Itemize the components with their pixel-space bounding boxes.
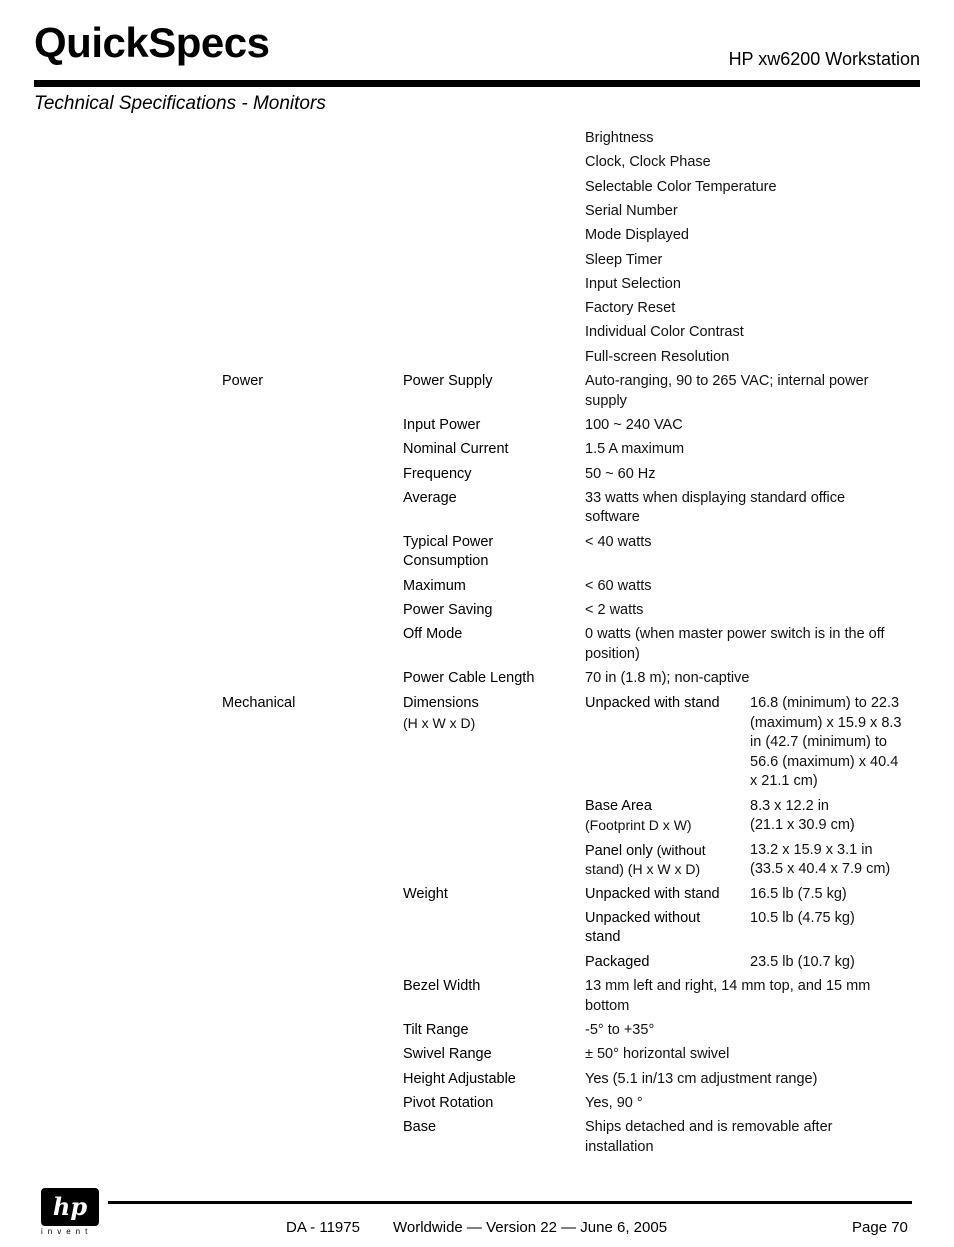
section-subtitle: Technical Specifications - Monitors (34, 93, 326, 114)
category-power: Power (222, 373, 264, 389)
spec-value: 100 ~ 240 VAC (585, 416, 683, 433)
osd-list-item: Full-screen Resolution (585, 348, 730, 365)
spec-label: Pivot Rotation (403, 1094, 494, 1111)
spec-value: < 2 watts (585, 601, 644, 618)
spec-value: Yes (5.1 in/13 cm adjustment range) (585, 1070, 818, 1087)
spec-value: ± 50° horizontal swivel (585, 1046, 730, 1063)
spec-note-dimensions: (H x W x D) (403, 714, 476, 731)
spec-label: Power Saving (403, 601, 493, 618)
spec-label-weight: Weight (403, 885, 448, 902)
header-rule (34, 80, 920, 87)
product-name: HP xw6200 Workstation (728, 49, 920, 69)
spec-label: Tilt Range (403, 1021, 469, 1038)
spec-value: Ships detached and is removable after installation (585, 1119, 833, 1155)
spec-label: Nominal Current (403, 441, 509, 458)
spec-value: 33 watts when displaying standard office software (585, 489, 846, 526)
sub-value: 13.2 x 15.9 x 3.1 in (33.5 x 40.4 x 7.9 cm) (750, 841, 891, 878)
sub-value: 16.8 (minimum) to 22.3 (maximum) x 15.9 x 8.3 in (42.7 (minimum) to 56.6 (maximum) x 40.4 x 21.1 cm) (750, 695, 902, 790)
spec-value: 1.5 A maximum (585, 441, 685, 458)
spec-label: Base (403, 1119, 437, 1136)
spec-value: < 60 watts (585, 577, 652, 594)
spec-value: 13 mm left and right, 14 mm top, and 15 mm bottom (585, 978, 871, 1014)
osd-list-item: Factory Reset (585, 300, 676, 317)
sub-label-note: (without (652, 841, 706, 858)
spec-value: < 40 watts (585, 533, 652, 550)
spec-label: Frequency (403, 465, 472, 482)
spec-label: Bezel Width (403, 978, 481, 994)
osd-list-item: Brightness (585, 130, 654, 146)
spec-label: Power Supply (403, 373, 493, 389)
spec-value: 70 in (1.8 m); non-captive (585, 670, 750, 687)
hp-logo-icon (41, 1188, 99, 1226)
sub-value: 16.5 lb (7.5 kg) (750, 885, 847, 902)
sub-label-text: Panel only (585, 842, 653, 859)
spec-label: Input Power (403, 416, 481, 433)
sub-label: Unpacked with stand (585, 695, 720, 711)
category-mechanical: Mechanical (222, 695, 296, 711)
sub-label: Unpacked without stand (585, 909, 701, 946)
sub-label-note: stand) (H x W x D) (585, 861, 701, 878)
brand-title: QuickSpecs (34, 19, 270, 66)
page-number: Page 70 (852, 1219, 908, 1236)
footer-rule (108, 1201, 912, 1204)
spec-label: Power Cable Length (403, 670, 535, 687)
sub-label: Base Area (585, 797, 652, 814)
spec-label: Typical Power Consumption (403, 533, 494, 570)
osd-list-item: Clock, Clock Phase (585, 154, 711, 171)
sub-label (585, 841, 706, 862)
spec-value: Yes, 90 ° (585, 1094, 643, 1111)
spec-label: Average (403, 489, 457, 506)
osd-list-item: Sleep Timer (585, 251, 663, 268)
spec-label: Off Mode (403, 626, 463, 643)
sub-value: 23.5 lb (10.7 kg) (750, 953, 855, 970)
spec-value: -5° to +35° (585, 1021, 655, 1038)
spec-value: Auto-ranging, 90 to 265 VAC; internal power supply (585, 373, 869, 409)
osd-list-item: Input Selection (585, 275, 681, 292)
spec-value: 50 ~ 60 Hz (585, 465, 656, 482)
doc-edition: Worldwide — Version 22 — June 6, 2005 (393, 1219, 668, 1236)
osd-list-item: Mode Displayed (585, 227, 689, 244)
sub-label: Unpacked with stand (585, 885, 720, 902)
spec-label: Swivel Range (403, 1046, 492, 1063)
sub-value: 10.5 lb (4.75 kg) (750, 909, 855, 926)
logo-tagline: invent (41, 1227, 93, 1236)
spec-value: 0 watts (when master power switch is in the off position) (585, 626, 885, 662)
osd-list-item: Selectable Color Temperature (585, 178, 777, 195)
spec-label-dimensions: Dimensions (403, 695, 479, 711)
osd-list-item: Serial Number (585, 202, 678, 219)
sub-value: 8.3 x 12.2 in (21.1 x 30.9 cm) (750, 797, 855, 834)
spec-label: Height Adjustable (403, 1070, 516, 1087)
hp-logo-text: hp (52, 1192, 88, 1221)
osd-list-item: Individual Color Contrast (585, 324, 744, 341)
doc-id: DA - 11975 (286, 1219, 360, 1236)
sub-label-note: (Footprint D x W) (585, 817, 692, 834)
sub-label: Packaged (585, 953, 650, 970)
spec-label: Maximum (403, 577, 466, 594)
